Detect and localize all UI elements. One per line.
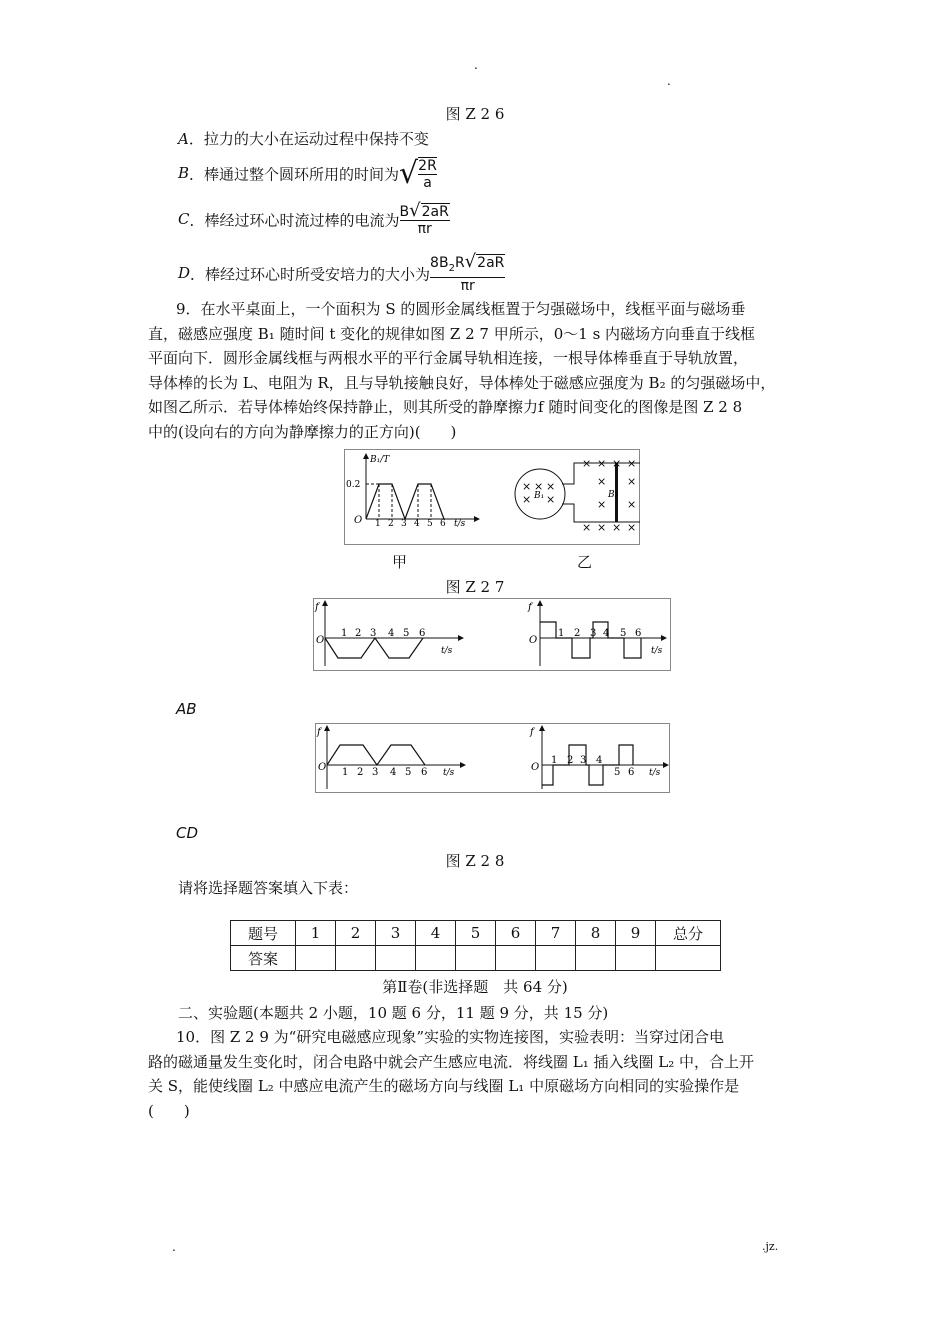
cross-mark: × <box>597 475 607 488</box>
y-axis-arrow <box>537 600 543 606</box>
subfigure-label-cd: CD <box>176 824 199 842</box>
y-axis-arrow <box>539 725 545 731</box>
graph-c-curve <box>327 745 425 765</box>
cross-mark: × <box>534 480 544 493</box>
header-dot: . <box>474 58 478 72</box>
answer-cell[interactable] <box>576 946 616 971</box>
x-tick-label: 4 <box>596 755 603 766</box>
x-axis-label: t/s <box>651 646 663 656</box>
table-cell: 6 <box>496 921 536 946</box>
part-2-title: 第Ⅱ卷(非选择题 共 64 分) <box>382 978 568 996</box>
option-letter: D <box>178 263 191 282</box>
origin-label: O <box>531 762 540 773</box>
x-axis-arrow <box>458 635 464 641</box>
figure-frame <box>316 724 670 793</box>
option-letter: B <box>178 164 190 182</box>
x-axis-arrow <box>474 516 480 522</box>
option-c <box>178 200 450 237</box>
cross-mark: × <box>597 521 607 534</box>
x-axis-arrow <box>663 762 669 768</box>
table-cell: 9 <box>616 921 656 946</box>
origin-label: O <box>316 635 325 646</box>
figure-z28-cd <box>315 723 670 793</box>
x-tick-label: 6 <box>635 628 642 639</box>
figure-z28-ab <box>313 598 671 671</box>
x-tick-label: 6 <box>421 767 428 778</box>
table-cell: 5 <box>456 921 496 946</box>
x-axis-arrow <box>460 762 466 768</box>
x-tick-label: 5 <box>620 628 627 639</box>
b2-label: B₂ <box>608 490 619 500</box>
x-tick-label: 4 <box>414 519 420 529</box>
section-2-heading: 二、实验题(本题共 2 小题，10 题 6 分，11 题 9 分，共 15 分) <box>178 1004 609 1022</box>
cross-mark: × <box>522 493 532 506</box>
cross-mark: × <box>627 521 637 534</box>
x-tick-label: 4 <box>603 628 610 639</box>
cross-mark: × <box>597 457 607 470</box>
table-cell: 题号 <box>231 921 296 946</box>
y-axis-label: f <box>528 602 532 613</box>
x-tick-label: 4 <box>388 628 395 639</box>
fraction: $\frac{2R}{a}$ <box>418 158 437 191</box>
option-a <box>178 128 429 149</box>
answer-cell[interactable] <box>296 946 336 971</box>
x-tick-label: 6 <box>419 628 426 639</box>
x-tick-label: 2 <box>574 628 581 639</box>
table-cell: 2 <box>336 921 376 946</box>
x-tick-label: 6 <box>628 767 635 778</box>
x-axis-arrow <box>661 635 667 641</box>
x-tick-label: 2 <box>567 755 574 766</box>
subfigure-label-ab: AB <box>176 700 197 718</box>
x-tick-label: 3 <box>580 755 587 766</box>
cross-mark: × <box>627 498 637 511</box>
x-tick-label: 1 <box>375 519 381 529</box>
answer-cell[interactable] <box>336 946 376 971</box>
x-tick-label: 2 <box>355 628 362 639</box>
x-tick-label: 3 <box>401 519 407 529</box>
cross-mark: × <box>597 498 607 511</box>
table-cell: 3 <box>376 921 416 946</box>
x-tick-label: 1 <box>558 628 565 639</box>
y-axis-label: f <box>530 727 534 738</box>
table-cell: 8 <box>576 921 616 946</box>
answer-cell[interactable] <box>456 946 496 971</box>
table-cell: 答案 <box>231 946 296 971</box>
x-tick-label: 5 <box>403 628 410 639</box>
answer-cell[interactable] <box>616 946 656 971</box>
fraction: $\frac{B√2aR}{\pi r}$ <box>399 200 449 237</box>
cross-mark: × <box>546 480 556 493</box>
answer-cell[interactable] <box>656 946 721 971</box>
header-dot: . <box>667 74 671 88</box>
figure-caption-z26: 图 Z 2 6 <box>445 105 505 123</box>
x-tick-label: 1 <box>551 755 558 766</box>
footer-left: . <box>172 1240 176 1254</box>
graph-a-curve <box>325 638 423 658</box>
question-10: 10．图 Z 2 9 为“研究电磁感应现象”实验的实物连接图，实验表明：当穿过闭合电 路的磁通量发生变化时，闭合电路中就会产生感应电流．将线圈 L₁ 插入线圈 L₂ 中，合上开 关 S，能使线圈 L₂ 中感应电流产生的磁场方向与线圈 L₁ 中原磁场方向相同的实验操作是 ( ) <box>148 1028 755 1120</box>
option-text: ．棒经过环心时所受安培力的大小为 <box>190 265 431 284</box>
y-tick-label: 0.2 <box>346 480 361 490</box>
table-cell: 1 <box>296 921 336 946</box>
y-axis-label: f <box>315 602 319 613</box>
table-row <box>231 921 721 946</box>
x-tick-label: 5 <box>427 519 433 529</box>
figure-z27 <box>344 449 640 545</box>
fraction: $\frac{8B_2R√2aR}{\pi r}$ <box>430 251 505 294</box>
cross-mark: × <box>612 457 622 470</box>
x-tick-label: 2 <box>357 767 364 778</box>
option-text: ．棒经过环心时流过棒的电流为 <box>189 211 400 230</box>
origin-label: O <box>529 635 538 646</box>
answer-cell[interactable] <box>496 946 536 971</box>
subfigure-label-yi: 乙 <box>577 553 593 571</box>
figure-caption-z27: 图 Z 2 7 <box>445 578 505 596</box>
cross-mark: × <box>522 480 532 493</box>
option-letter: C <box>178 210 190 228</box>
y-axis-arrow <box>363 453 369 459</box>
y-axis-label: f <box>317 727 321 738</box>
x-tick-label: 6 <box>440 519 446 529</box>
option-letter: A <box>178 130 189 148</box>
y-axis-arrow <box>324 725 330 731</box>
cross-mark: × <box>612 521 622 534</box>
answer-table <box>230 920 721 971</box>
x-tick-label: 3 <box>370 628 377 639</box>
question-9: 9．在水平桌面上，一个面积为 S 的圆形金属线框置于匀强磁场中，线框平面与磁场垂 直，磁感应强度 B₁ 随时间 t 变化的规律如图 Z 2 7 甲所示，0～1 s 内磁场方向垂直于线框 平面向下．圆形金属线框与两根水平的平行金属导轨相连接，一根导体棒垂直于导轨放置， 导体棒的长为 L、电阻为 R，且与导轨接触良好，导体棒处于磁感应强度为 B₂ 的匀强磁场中， 如图乙所示．若导体棒始终保持静止，则其所受的静摩擦力f 随时间变化的图像是图 Z 2 8 中的(设向右的方向为静摩擦力的正方向)( ) <box>148 300 776 441</box>
answer-cell[interactable] <box>416 946 456 971</box>
origin-label: O <box>318 762 327 773</box>
y-axis-arrow <box>322 600 328 606</box>
cross-mark: × <box>627 457 637 470</box>
table-cell: 7 <box>536 921 576 946</box>
y-axis-label: B₁/T <box>370 455 390 465</box>
x-tick-label: 5 <box>614 767 621 778</box>
x-tick-label: 5 <box>405 767 412 778</box>
origin-label: O <box>354 515 363 526</box>
cross-mark: × <box>582 521 592 534</box>
x-tick-label: 3 <box>372 767 379 778</box>
x-axis-label: t/s <box>443 768 455 778</box>
option-b: B．棒通过整个圆环所用的时间为√ $\frac{2R}{a}$ <box>178 156 437 191</box>
cross-mark: × <box>546 493 556 506</box>
answer-cell[interactable] <box>376 946 416 971</box>
option-d <box>178 251 505 294</box>
b1-curve <box>366 484 444 519</box>
b1-label: B₁ <box>534 491 545 501</box>
table-cell: 4 <box>416 921 456 946</box>
cross-mark: × <box>627 475 637 488</box>
figure-caption-z28: 图 Z 2 8 <box>445 852 505 870</box>
subfigure-label-jia: 甲 <box>392 553 408 571</box>
table-intro: 请将选择题答案填入下表： <box>178 879 359 897</box>
figure-frame <box>314 599 671 671</box>
answer-cell[interactable] <box>536 946 576 971</box>
x-tick-label: 2 <box>388 519 394 529</box>
option-text: ．拉力的大小在运动过程中保持不变 <box>188 130 429 148</box>
x-tick-label: 1 <box>342 767 349 778</box>
x-axis-label: t/s <box>441 646 453 656</box>
cross-mark: × <box>582 457 592 470</box>
table-cell: 总分 <box>656 921 721 946</box>
x-tick-label: 1 <box>341 628 348 639</box>
x-tick-label: 4 <box>390 767 397 778</box>
x-axis-label: t/s <box>649 768 661 778</box>
option-text: ．棒通过整个圆环所用的时间为 <box>189 165 400 184</box>
footer-right: .jz. <box>762 1240 779 1253</box>
x-tick-label: 3 <box>590 628 597 639</box>
table-row <box>231 946 721 971</box>
x-axis-label: t/s <box>454 519 466 529</box>
